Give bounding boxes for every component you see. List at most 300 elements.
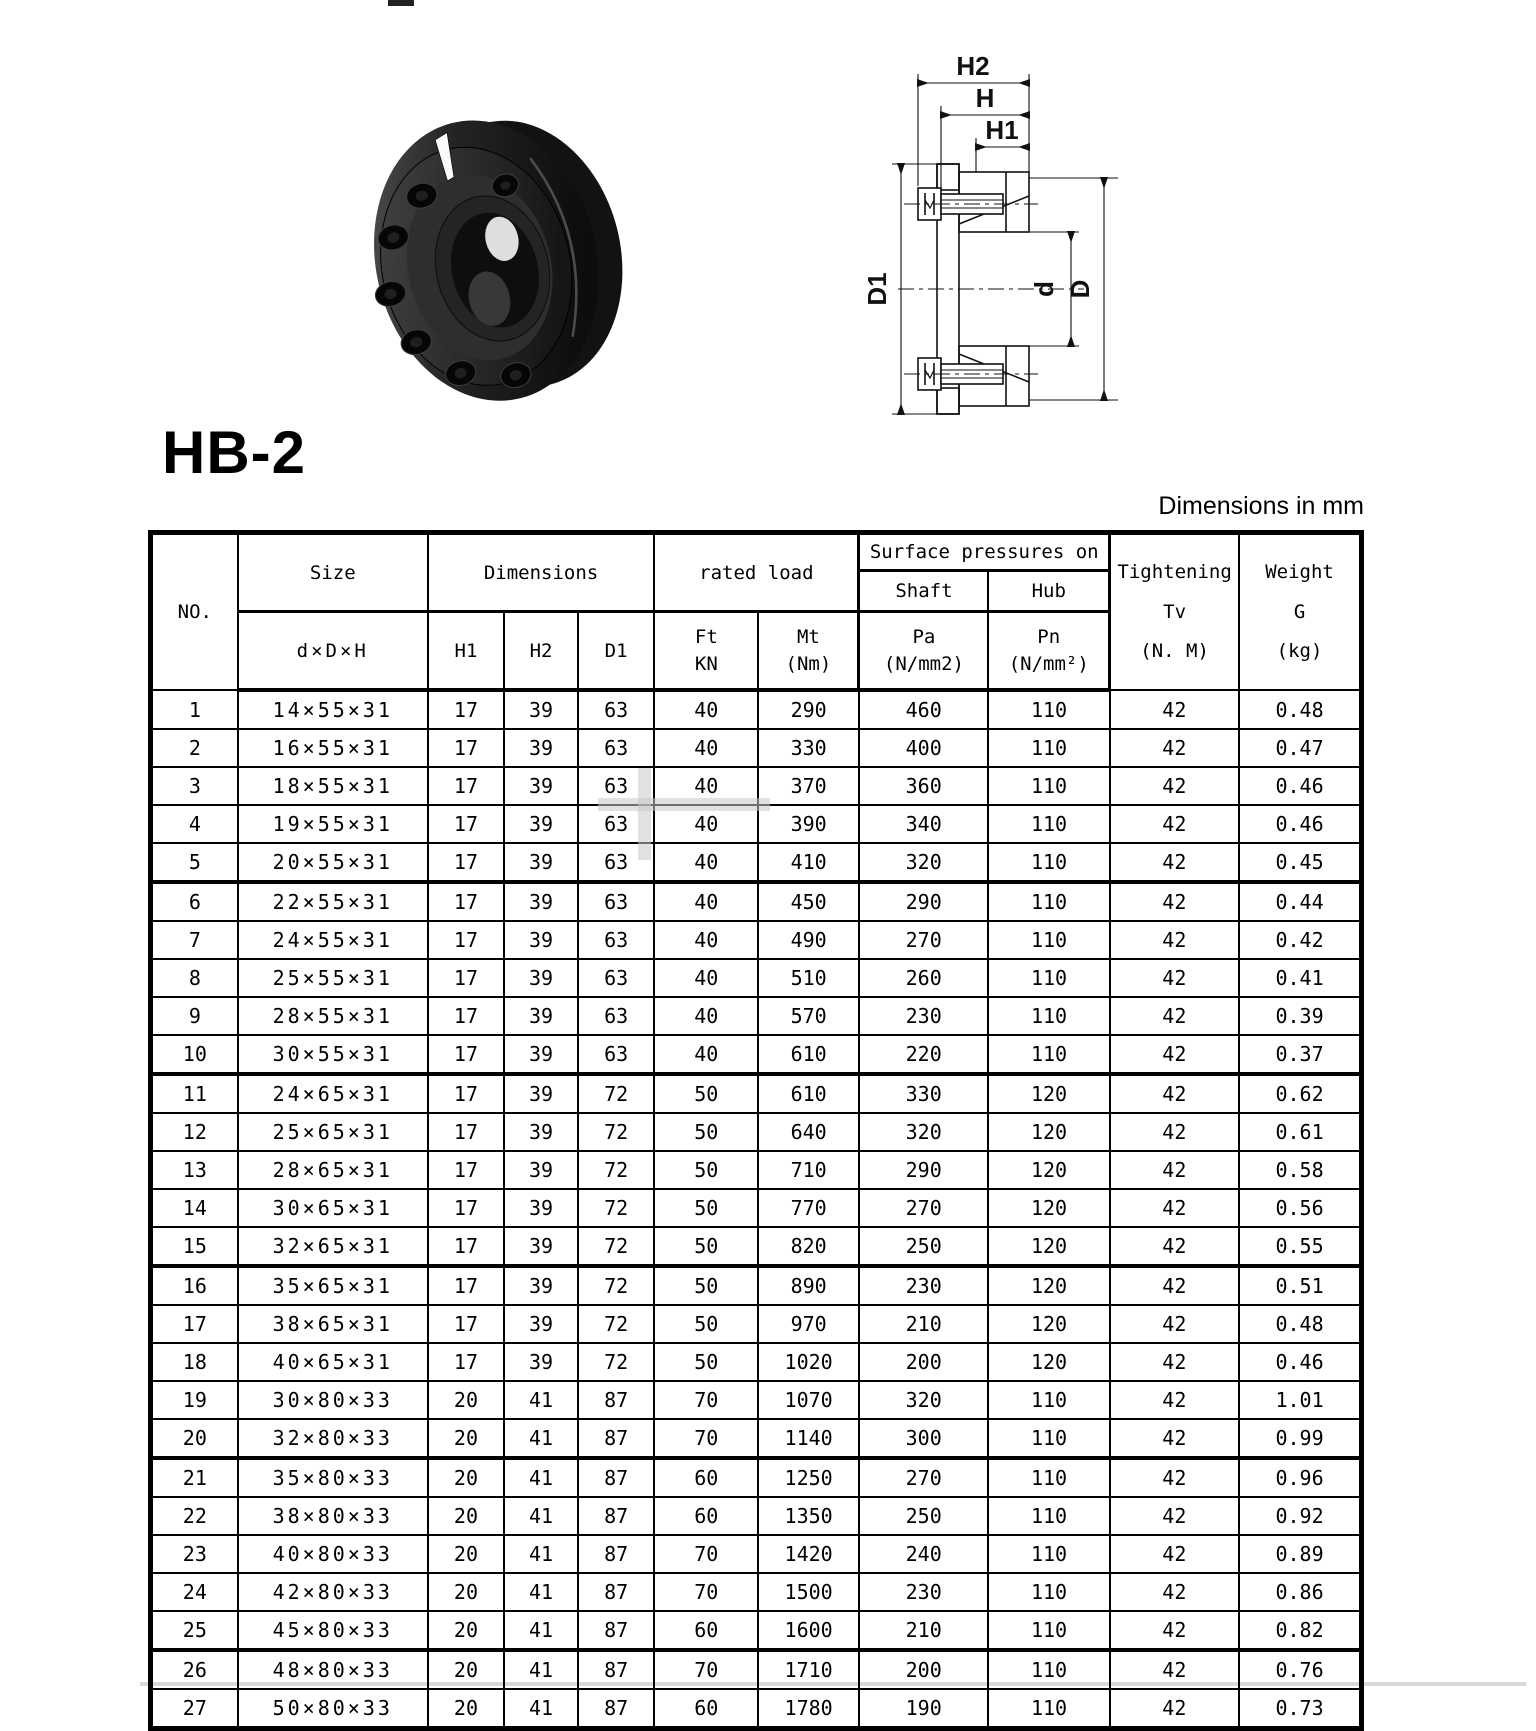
cell: 60 bbox=[654, 1497, 758, 1535]
row-number: 25 bbox=[151, 1611, 238, 1650]
cell: 50 bbox=[654, 1343, 758, 1381]
weight-label: Weight bbox=[1265, 560, 1334, 583]
cell: 120 bbox=[988, 1151, 1109, 1189]
cell: 230 bbox=[859, 1266, 989, 1305]
row-number: 9 bbox=[151, 997, 238, 1035]
cell: 0.92 bbox=[1239, 1497, 1361, 1535]
row-number: 17 bbox=[151, 1305, 238, 1343]
cell: 87 bbox=[578, 1458, 654, 1497]
cell: 110 bbox=[988, 767, 1109, 805]
cell: 63 bbox=[578, 805, 654, 843]
cell: 63 bbox=[578, 1035, 654, 1074]
cell: 39 bbox=[504, 882, 578, 921]
cell: 48×80×33 bbox=[238, 1650, 428, 1689]
table-row bbox=[151, 1497, 1362, 1535]
cell: 63 bbox=[578, 882, 654, 921]
product-photo bbox=[338, 110, 614, 416]
cell: 14×55×31 bbox=[238, 690, 428, 729]
dim-label-h2: H2 bbox=[956, 51, 990, 81]
cell: 45×80×33 bbox=[238, 1611, 428, 1650]
row-number: 6 bbox=[151, 882, 238, 921]
cell: 42 bbox=[1110, 1611, 1240, 1650]
cell: 39 bbox=[504, 843, 578, 882]
cell: 87 bbox=[578, 1497, 654, 1535]
table-row bbox=[151, 1689, 1362, 1729]
cell: 63 bbox=[578, 690, 654, 729]
cell: 42 bbox=[1110, 1305, 1240, 1343]
cell: 42 bbox=[1110, 1458, 1240, 1497]
cell: 39 bbox=[504, 1151, 578, 1189]
cell: 110 bbox=[988, 882, 1109, 921]
cell: 42 bbox=[1110, 921, 1240, 959]
cell: 42 bbox=[1110, 1151, 1240, 1189]
cell: 40 bbox=[654, 959, 758, 997]
cell: 410 bbox=[758, 843, 859, 882]
cell: 50 bbox=[654, 1266, 758, 1305]
cell: 39 bbox=[504, 1343, 578, 1381]
cell: 41 bbox=[504, 1689, 578, 1729]
section-drawing bbox=[846, 28, 1168, 428]
tightening-unit: (N. M) bbox=[1140, 640, 1209, 663]
cell: 42 bbox=[1110, 1113, 1240, 1151]
cell: 40 bbox=[654, 805, 758, 843]
cell: 770 bbox=[758, 1189, 859, 1227]
cell: 570 bbox=[758, 997, 859, 1035]
cell: 39 bbox=[504, 805, 578, 843]
cell: 710 bbox=[758, 1151, 859, 1189]
cell: 0.55 bbox=[1239, 1227, 1361, 1266]
cell: 60 bbox=[654, 1458, 758, 1497]
cell: 0.41 bbox=[1239, 959, 1361, 997]
col-header-surface-pressures: Surface pressures on bbox=[859, 533, 1110, 571]
cell: 110 bbox=[988, 959, 1109, 997]
table-row bbox=[151, 1189, 1362, 1227]
table-row bbox=[151, 1343, 1362, 1381]
cell: 340 bbox=[859, 805, 989, 843]
cell: 20 bbox=[428, 1650, 504, 1689]
cell: 110 bbox=[988, 921, 1109, 959]
cell: 250 bbox=[859, 1497, 989, 1535]
cell: 110 bbox=[988, 1458, 1109, 1497]
col-header-tightening bbox=[1110, 533, 1240, 691]
table-row bbox=[151, 1611, 1362, 1650]
cell: 17 bbox=[428, 882, 504, 921]
cell: 63 bbox=[578, 959, 654, 997]
cell: 39 bbox=[504, 959, 578, 997]
cell: 300 bbox=[859, 1419, 989, 1458]
col-subheader-h2: H2 bbox=[504, 612, 578, 691]
cell: 38×80×33 bbox=[238, 1497, 428, 1535]
cell: 1070 bbox=[758, 1381, 859, 1419]
cell: 50 bbox=[654, 1227, 758, 1266]
table-row bbox=[151, 1458, 1362, 1497]
cell: 39 bbox=[504, 1113, 578, 1151]
cell: 640 bbox=[758, 1113, 859, 1151]
cell: 39 bbox=[504, 767, 578, 805]
cell: 110 bbox=[988, 1535, 1109, 1573]
cell: 110 bbox=[988, 1419, 1109, 1458]
cell: 1250 bbox=[758, 1458, 859, 1497]
cell: 40 bbox=[654, 997, 758, 1035]
cell: 63 bbox=[578, 729, 654, 767]
cell: 820 bbox=[758, 1227, 859, 1266]
cell: 0.42 bbox=[1239, 921, 1361, 959]
cell: 110 bbox=[988, 1381, 1109, 1419]
cell: 20 bbox=[428, 1689, 504, 1729]
cell: 250 bbox=[859, 1227, 989, 1266]
table-row bbox=[151, 1266, 1362, 1305]
col-subheader-pn: Pn (N/mm²) bbox=[988, 612, 1109, 691]
col-subheader-d1: D1 bbox=[578, 612, 654, 691]
cell: 87 bbox=[578, 1650, 654, 1689]
cell: 42 bbox=[1110, 1535, 1240, 1573]
col-header-no: NO. bbox=[151, 533, 238, 691]
cell: 120 bbox=[988, 1074, 1109, 1113]
cell: 110 bbox=[988, 1497, 1109, 1535]
cell: 42 bbox=[1110, 1650, 1240, 1689]
cell: 110 bbox=[988, 1573, 1109, 1611]
row-number: 22 bbox=[151, 1497, 238, 1535]
cell: 63 bbox=[578, 921, 654, 959]
cell: 110 bbox=[988, 997, 1109, 1035]
cell: 42 bbox=[1110, 690, 1240, 729]
cell: 1020 bbox=[758, 1343, 859, 1381]
cell: 32×80×33 bbox=[238, 1419, 428, 1458]
cell: 0.76 bbox=[1239, 1650, 1361, 1689]
cell: 72 bbox=[578, 1151, 654, 1189]
cell: 20 bbox=[428, 1458, 504, 1497]
col-header-size: Size bbox=[238, 533, 428, 612]
cell: 19×55×31 bbox=[238, 805, 428, 843]
cell: 42 bbox=[1110, 1266, 1240, 1305]
cell: 17 bbox=[428, 1151, 504, 1189]
cell: 40 bbox=[654, 1035, 758, 1074]
cell: 41 bbox=[504, 1419, 578, 1458]
dim-label-h1: H1 bbox=[985, 115, 1019, 145]
cell: 370 bbox=[758, 767, 859, 805]
cell: 0.86 bbox=[1239, 1573, 1361, 1611]
cell: 17 bbox=[428, 1189, 504, 1227]
cell: 290 bbox=[859, 1151, 989, 1189]
cell: 22×55×31 bbox=[238, 882, 428, 921]
cell: 320 bbox=[859, 843, 989, 882]
cell: 17 bbox=[428, 1266, 504, 1305]
cell: 42 bbox=[1110, 882, 1240, 921]
col-header-dimensions: Dimensions bbox=[428, 533, 654, 612]
table-row bbox=[151, 921, 1362, 959]
table-row bbox=[151, 767, 1362, 805]
cell: 17 bbox=[428, 1035, 504, 1074]
cell: 39 bbox=[504, 729, 578, 767]
cell: 41 bbox=[504, 1381, 578, 1419]
cell: 0.44 bbox=[1239, 882, 1361, 921]
cell: 40 bbox=[654, 921, 758, 959]
cell: 190 bbox=[859, 1689, 989, 1729]
row-number: 11 bbox=[151, 1074, 238, 1113]
cell: 0.48 bbox=[1239, 690, 1361, 729]
cell: 460 bbox=[859, 690, 989, 729]
cell: 17 bbox=[428, 1227, 504, 1266]
units-note: Dimensions in mm bbox=[1158, 492, 1364, 520]
dim-label-d1: D1 bbox=[862, 272, 892, 306]
cell: 970 bbox=[758, 1305, 859, 1343]
cell: 17 bbox=[428, 767, 504, 805]
col-header-weight bbox=[1239, 533, 1361, 691]
cell: 0.96 bbox=[1239, 1458, 1361, 1497]
cell: 42 bbox=[1110, 1419, 1240, 1458]
cell: 110 bbox=[988, 805, 1109, 843]
table-row bbox=[151, 1113, 1362, 1151]
cell: 270 bbox=[859, 1189, 989, 1227]
cell: 72 bbox=[578, 1266, 654, 1305]
row-number: 21 bbox=[151, 1458, 238, 1497]
cell: 38×65×31 bbox=[238, 1305, 428, 1343]
cell: 17 bbox=[428, 1113, 504, 1151]
cell: 42×80×33 bbox=[238, 1573, 428, 1611]
cell: 50 bbox=[654, 1189, 758, 1227]
cell: 120 bbox=[988, 1227, 1109, 1266]
cell: 490 bbox=[758, 921, 859, 959]
cell: 40 bbox=[654, 767, 758, 805]
cell: 890 bbox=[758, 1266, 859, 1305]
col-header-hub: Hub bbox=[988, 571, 1109, 612]
cell: 330 bbox=[859, 1074, 989, 1113]
cell: 120 bbox=[988, 1113, 1109, 1151]
cell: 40×65×31 bbox=[238, 1343, 428, 1381]
cell: 20 bbox=[428, 1497, 504, 1535]
table-row bbox=[151, 1305, 1362, 1343]
cell: 60 bbox=[654, 1611, 758, 1650]
cell: 42 bbox=[1110, 1227, 1240, 1266]
cell: 32×65×31 bbox=[238, 1227, 428, 1266]
table-row bbox=[151, 1573, 1362, 1611]
cell: 110 bbox=[988, 1611, 1109, 1650]
cell: 1.01 bbox=[1239, 1381, 1361, 1419]
cell: 40×80×33 bbox=[238, 1535, 428, 1573]
cell: 0.56 bbox=[1239, 1189, 1361, 1227]
table-row bbox=[151, 805, 1362, 843]
cell: 0.45 bbox=[1239, 843, 1361, 882]
col-subheader-mt: Mt (Nm) bbox=[758, 612, 859, 691]
cell: 24×65×31 bbox=[238, 1074, 428, 1113]
cell: 1140 bbox=[758, 1419, 859, 1458]
cell: 39 bbox=[504, 690, 578, 729]
cell: 30×80×33 bbox=[238, 1381, 428, 1419]
row-number: 7 bbox=[151, 921, 238, 959]
cell: 30×65×31 bbox=[238, 1189, 428, 1227]
cell: 270 bbox=[859, 1458, 989, 1497]
cell: 50×80×33 bbox=[238, 1689, 428, 1729]
cell: 120 bbox=[988, 1305, 1109, 1343]
cell: 120 bbox=[988, 1266, 1109, 1305]
cell: 42 bbox=[1110, 1381, 1240, 1419]
page-title: HB-2 bbox=[162, 419, 307, 486]
table-row bbox=[151, 1381, 1362, 1419]
scan-artifact-top bbox=[388, 0, 414, 6]
row-number: 26 bbox=[151, 1650, 238, 1689]
row-number: 2 bbox=[151, 729, 238, 767]
cell: 42 bbox=[1110, 1497, 1240, 1535]
cell: 1780 bbox=[758, 1689, 859, 1729]
cell: 42 bbox=[1110, 1189, 1240, 1227]
cell: 240 bbox=[859, 1535, 989, 1573]
cell: 17 bbox=[428, 921, 504, 959]
cell: 39 bbox=[504, 1074, 578, 1113]
row-number: 19 bbox=[151, 1381, 238, 1419]
cell: 41 bbox=[504, 1611, 578, 1650]
cell: 18×55×31 bbox=[238, 767, 428, 805]
col-subheader-ft: Ft KN bbox=[654, 612, 758, 691]
cell: 110 bbox=[988, 1035, 1109, 1074]
row-number: 5 bbox=[151, 843, 238, 882]
row-number: 14 bbox=[151, 1189, 238, 1227]
cell: 610 bbox=[758, 1074, 859, 1113]
row-number: 16 bbox=[151, 1266, 238, 1305]
cell: 1500 bbox=[758, 1573, 859, 1611]
cell: 450 bbox=[758, 882, 859, 921]
cell: 0.47 bbox=[1239, 729, 1361, 767]
cell: 220 bbox=[859, 1035, 989, 1074]
cell: 610 bbox=[758, 1035, 859, 1074]
col-subheader-h1: H1 bbox=[428, 612, 504, 691]
cell: 50 bbox=[654, 1151, 758, 1189]
cell: 17 bbox=[428, 805, 504, 843]
row-number: 13 bbox=[151, 1151, 238, 1189]
cell: 42 bbox=[1110, 1074, 1240, 1113]
cell: 0.99 bbox=[1239, 1419, 1361, 1458]
cell: 39 bbox=[504, 1035, 578, 1074]
cell: 1710 bbox=[758, 1650, 859, 1689]
cell: 0.46 bbox=[1239, 805, 1361, 843]
cell: 16×55×31 bbox=[238, 729, 428, 767]
cell: 72 bbox=[578, 1305, 654, 1343]
cell: 28×65×31 bbox=[238, 1151, 428, 1189]
cell: 42 bbox=[1110, 997, 1240, 1035]
cell: 39 bbox=[504, 997, 578, 1035]
cell: 50 bbox=[654, 1305, 758, 1343]
table-row bbox=[151, 729, 1362, 767]
cell: 110 bbox=[988, 1689, 1109, 1729]
cell: 41 bbox=[504, 1497, 578, 1535]
cell: 510 bbox=[758, 959, 859, 997]
cell: 40 bbox=[654, 690, 758, 729]
table-row bbox=[151, 1074, 1362, 1113]
cell: 87 bbox=[578, 1419, 654, 1458]
cell: 87 bbox=[578, 1381, 654, 1419]
row-number: 27 bbox=[151, 1689, 238, 1729]
table-row bbox=[151, 1650, 1362, 1689]
cell: 40 bbox=[654, 843, 758, 882]
row-number: 4 bbox=[151, 805, 238, 843]
cell: 41 bbox=[504, 1573, 578, 1611]
cell: 260 bbox=[859, 959, 989, 997]
cell: 87 bbox=[578, 1611, 654, 1650]
cell: 1420 bbox=[758, 1535, 859, 1573]
cell: 0.89 bbox=[1239, 1535, 1361, 1573]
cell: 400 bbox=[859, 729, 989, 767]
cell: 60 bbox=[654, 1689, 758, 1729]
cell: 110 bbox=[988, 729, 1109, 767]
cell: 1350 bbox=[758, 1497, 859, 1535]
cell: 360 bbox=[859, 767, 989, 805]
dim-label-d-small: d bbox=[1029, 281, 1059, 297]
cell: 200 bbox=[859, 1343, 989, 1381]
cell: 72 bbox=[578, 1113, 654, 1151]
cell: 87 bbox=[578, 1573, 654, 1611]
cell: 72 bbox=[578, 1074, 654, 1113]
cell: 70 bbox=[654, 1419, 758, 1458]
cell: 70 bbox=[654, 1573, 758, 1611]
spec-table-body bbox=[151, 690, 1362, 1729]
tightening-symbol: Tv bbox=[1163, 600, 1187, 623]
cell: 20×55×31 bbox=[238, 843, 428, 882]
cell: 1600 bbox=[758, 1611, 859, 1650]
table-row bbox=[151, 1035, 1362, 1074]
weight-unit: (kg) bbox=[1276, 640, 1323, 663]
cell: 30×55×31 bbox=[238, 1035, 428, 1074]
cell: 17 bbox=[428, 843, 504, 882]
cell: 42 bbox=[1110, 805, 1240, 843]
cell: 70 bbox=[654, 1381, 758, 1419]
row-number: 15 bbox=[151, 1227, 238, 1266]
cell: 230 bbox=[859, 1573, 989, 1611]
cell: 39 bbox=[504, 921, 578, 959]
row-number: 20 bbox=[151, 1419, 238, 1458]
cell: 110 bbox=[988, 690, 1109, 729]
cell: 0.39 bbox=[1239, 997, 1361, 1035]
row-number: 12 bbox=[151, 1113, 238, 1151]
cell: 330 bbox=[758, 729, 859, 767]
cell: 42 bbox=[1110, 1035, 1240, 1074]
cell: 41 bbox=[504, 1535, 578, 1573]
table-row bbox=[151, 1419, 1362, 1458]
cell: 230 bbox=[859, 997, 989, 1035]
row-number: 10 bbox=[151, 1035, 238, 1074]
cell: 0.51 bbox=[1239, 1266, 1361, 1305]
cell: 290 bbox=[859, 882, 989, 921]
cell: 35×65×31 bbox=[238, 1266, 428, 1305]
cell: 87 bbox=[578, 1535, 654, 1573]
cell: 17 bbox=[428, 1074, 504, 1113]
cell: 42 bbox=[1110, 1343, 1240, 1381]
col-subheader-pa: Pa (N/mm2) bbox=[859, 612, 989, 691]
cell: 72 bbox=[578, 1227, 654, 1266]
spec-table bbox=[148, 530, 1364, 1731]
row-number: 1 bbox=[151, 690, 238, 729]
cell: 25×65×31 bbox=[238, 1113, 428, 1151]
cell: 42 bbox=[1110, 959, 1240, 997]
cell: 0.46 bbox=[1239, 1343, 1361, 1381]
col-header-rated-load: rated load bbox=[654, 533, 859, 612]
row-number: 8 bbox=[151, 959, 238, 997]
cell: 390 bbox=[758, 805, 859, 843]
cell: 42 bbox=[1110, 767, 1240, 805]
col-subheader-size: d×D×H bbox=[238, 612, 428, 691]
cell: 17 bbox=[428, 690, 504, 729]
table-row bbox=[151, 882, 1362, 921]
cell: 87 bbox=[578, 1689, 654, 1729]
cell: 20 bbox=[428, 1611, 504, 1650]
cell: 40 bbox=[654, 882, 758, 921]
tightening-label: Tightening bbox=[1117, 560, 1232, 583]
table-row bbox=[151, 1535, 1362, 1573]
cell: 0.48 bbox=[1239, 1305, 1361, 1343]
cell: 0.73 bbox=[1239, 1689, 1361, 1729]
table-row bbox=[151, 997, 1362, 1035]
cell: 17 bbox=[428, 1343, 504, 1381]
col-header-shaft: Shaft bbox=[859, 571, 989, 612]
cell: 39 bbox=[504, 1266, 578, 1305]
